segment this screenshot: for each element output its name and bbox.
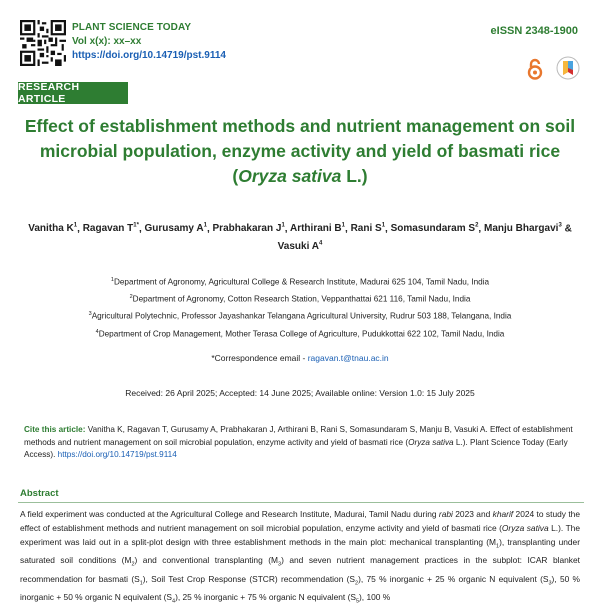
abstract-divider	[18, 502, 584, 503]
article-header	[0, 0, 600, 110]
author[interactable]: Arthirani $B^1$	[289, 223, 345, 235]
citation-lead: Cite this article:	[24, 425, 86, 434]
doi-link[interactable]: https://doi.org/10.14719/pst.9114	[72, 50, 226, 61]
abstract-text: A field experiment was conducted at the Agricultural College and Research Institute, Madurai, Tamil Nadu during rabi 2023 and kharif 2024 to study the effect of establishment methods and nutrient management on soil microbial population, enzyme activity and yield of basmati rice (Oryza sativa L.). The experiment was laid out in a split-plot design with three establishment methods in the main plot: mechanical transplanting $(M_1)$, transplanting under saturated soil conditions $(M_2)$ and conventional transplanting $(M_3)$ and seven nutrient management practices in the subplot: ICAR blanket recommendation for basmati $(S_1)$, Soil Test Crop Response (STCR) recommendation $(S_2)$, 75 % inorganic + 25 % organic N equivalent $(S_3)$, 50 % inorganic + 50 % organic N equivalent $(S_4)$, 25 % inorganic + 75 % organic N equivalent $(S_5)$, 100 %	[20, 509, 580, 605]
author[interactable]: Ragavan $T^{1*}$	[82, 223, 139, 235]
correspondence-email[interactable]: ragavan.t@tnau.ac.in	[307, 353, 389, 363]
title-species: Oryza sativa	[238, 166, 342, 186]
abstract-heading: Abstract	[20, 488, 59, 499]
author[interactable]: Rani $S^1$	[350, 223, 386, 235]
crossmark-icon[interactable]	[556, 56, 580, 80]
author[interactable]: Somasundaram $S^2$	[390, 223, 479, 235]
author[interactable]: Gurusamy $A^1$	[144, 223, 207, 235]
author[interactable]: Vasuki $A^4$	[277, 240, 323, 252]
affiliation: $^4$Department of Crop Management, Mother Terasa College of Agriculture, Pudukkottai 622 102, Tamil Nadu, India	[95, 328, 505, 339]
publication-dates: Received: 26 April 2025; Accepted: 14 June 2025; Available online: Version 1.0: 15 July 2025	[125, 388, 475, 398]
author[interactable]: Prabhakaran $J^1$	[212, 223, 285, 235]
affiliation: $^1$Department of Agronomy, Agricultural College & Research Institute, Madurai 625 104, Tamil Nadu, India	[110, 277, 490, 287]
eissn: eISSN 2348-1900	[490, 25, 578, 37]
correspondence-label: *Correspondence email -	[211, 353, 308, 363]
citation: Cite this article: Vanitha K, Ragavan T, Gurusamy A, Prabhakaran J, Arthirani B, Rani S, Somasundaram S, Manju B, Vasuki A. Effect of establishment methods and nutrient management on soil microbial population, enzyme activity and yield of basmati rice (Oryza sativa L.). Plant Science Today (Early Access). https://doi.org/10.14719/pst.9114	[24, 425, 573, 459]
affiliations	[20, 273, 580, 342]
correspondence	[20, 353, 580, 363]
author-list: Vanitha $K^1$, Ragavan $T^{1*}$, Gurusamy $A^1$, Prabhakaran $J^1$, Arthirani $B^1$, Rani $S^1$, Somasundaram $S^2$, Manju Bhargavi$^3$ & Vasuki $A^4$	[28, 223, 572, 252]
open-access-icon	[526, 58, 544, 80]
author[interactable]: Vanitha $K^1$	[28, 223, 78, 235]
title-main: Effect of establishment methods and nutrient management on soil microbial population, enzyme activity and yield of basmati rice (	[24, 116, 576, 186]
author[interactable]: Manju Bhargavi$^3$	[483, 223, 562, 235]
title-tail: L.)	[341, 166, 368, 186]
journal-volume: Vol x(x): xx–xx	[72, 36, 142, 47]
qr-code-icon[interactable]	[20, 20, 66, 66]
affiliation: $^3$Agricultural Polytechnic, Professor Jayashankar Telangana Agricultural University, Rudrur 503 188, Telangana, India	[88, 311, 512, 322]
citation-doi-link[interactable]: https://doi.org/10.14719/pst.9114	[57, 450, 177, 459]
affiliation: $^2$Department of Agronomy, Cotton Research Station, Veppanthattai 621 116, Tamil Nadu, India	[129, 294, 471, 304]
journal-name: PLANT SCIENCE TODAY	[72, 22, 192, 33]
article-type-banner: RESEARCH ARTICLE	[18, 82, 128, 104]
journal-info	[72, 21, 226, 63]
article-title	[20, 114, 580, 189]
